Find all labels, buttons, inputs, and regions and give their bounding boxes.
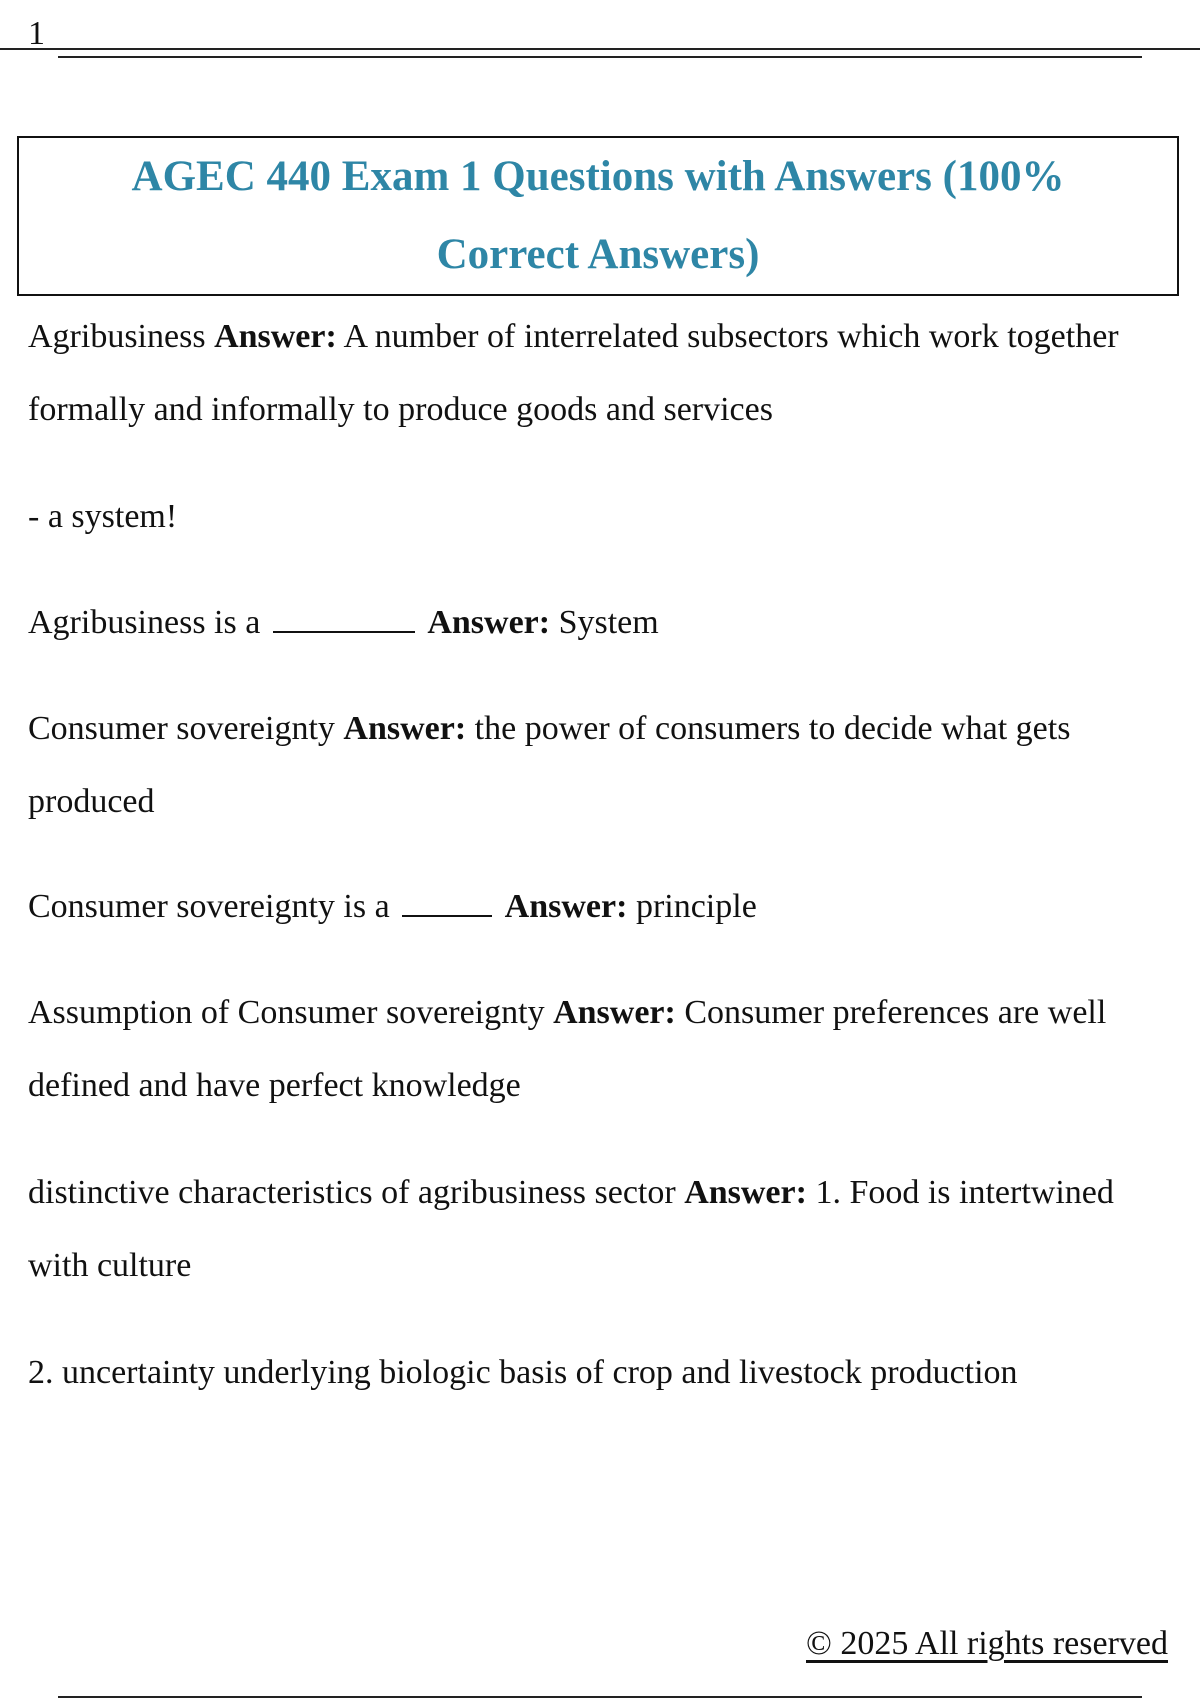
qa-item-distinctive-characteristics (28, 1156, 1178, 1302)
qa-item-agribusiness (28, 300, 1178, 446)
question-text: Agribusiness is a (28, 604, 261, 641)
question-text: Consumer sovereignty is a (28, 888, 390, 925)
answer-label: Answer: (214, 318, 337, 355)
answer-text: the power of consumers to decide what gets produced (28, 710, 1071, 820)
question-text: Assumption of Consumer sovereignty (28, 994, 545, 1031)
document-title: AGEC 440 Exam 1 Questions with Answers (100% Correct Answers) (131, 153, 1065, 278)
continuation-text (28, 1336, 1178, 1409)
page-number: 1 (28, 15, 45, 52)
question-text: distinctive characteristics of agribusiness sector (28, 1174, 676, 1211)
answer-text: A number of interrelated subsectors which work together formally and informally to produce goods and services (28, 318, 1119, 428)
answer-text: 1. Food is intertwined with culture (28, 1174, 1114, 1284)
question-text: Agribusiness (28, 318, 206, 355)
continuation-line: 2. uncertainty underlying biologic basis of crop and livestock production (28, 1354, 1018, 1391)
title-box (17, 136, 1179, 296)
qa-item-consumer-sovereignty (28, 692, 1178, 838)
fill-in-blank (402, 914, 492, 917)
answer-text: principle (635, 888, 757, 925)
answer-text: Consumer preferences are well defined and have perfect knowledge (28, 994, 1107, 1104)
answer-text: System (558, 604, 659, 641)
answer-label: Answer: (427, 604, 551, 641)
header-rule-inner (58, 56, 1142, 58)
qa-item-consumer-sovereignty-blank (28, 870, 1178, 943)
qa-item-assumption (28, 976, 1178, 1122)
answer-label: Answer: (504, 888, 628, 925)
header-rule (0, 48, 1200, 50)
footer-rule (58, 1696, 1142, 1698)
footer-copyright: © 2025 All rights reserved (806, 1625, 1168, 1662)
continuation-line: - a system! (28, 498, 178, 535)
answer-label: Answer: (553, 994, 676, 1031)
question-text: Consumer sovereignty (28, 710, 335, 747)
fill-in-blank (273, 630, 415, 633)
qa-item-agribusiness-blank (28, 586, 1178, 659)
continuation-text (28, 480, 1178, 553)
answer-label: Answer: (684, 1174, 807, 1211)
answer-label: Answer: (343, 710, 467, 747)
